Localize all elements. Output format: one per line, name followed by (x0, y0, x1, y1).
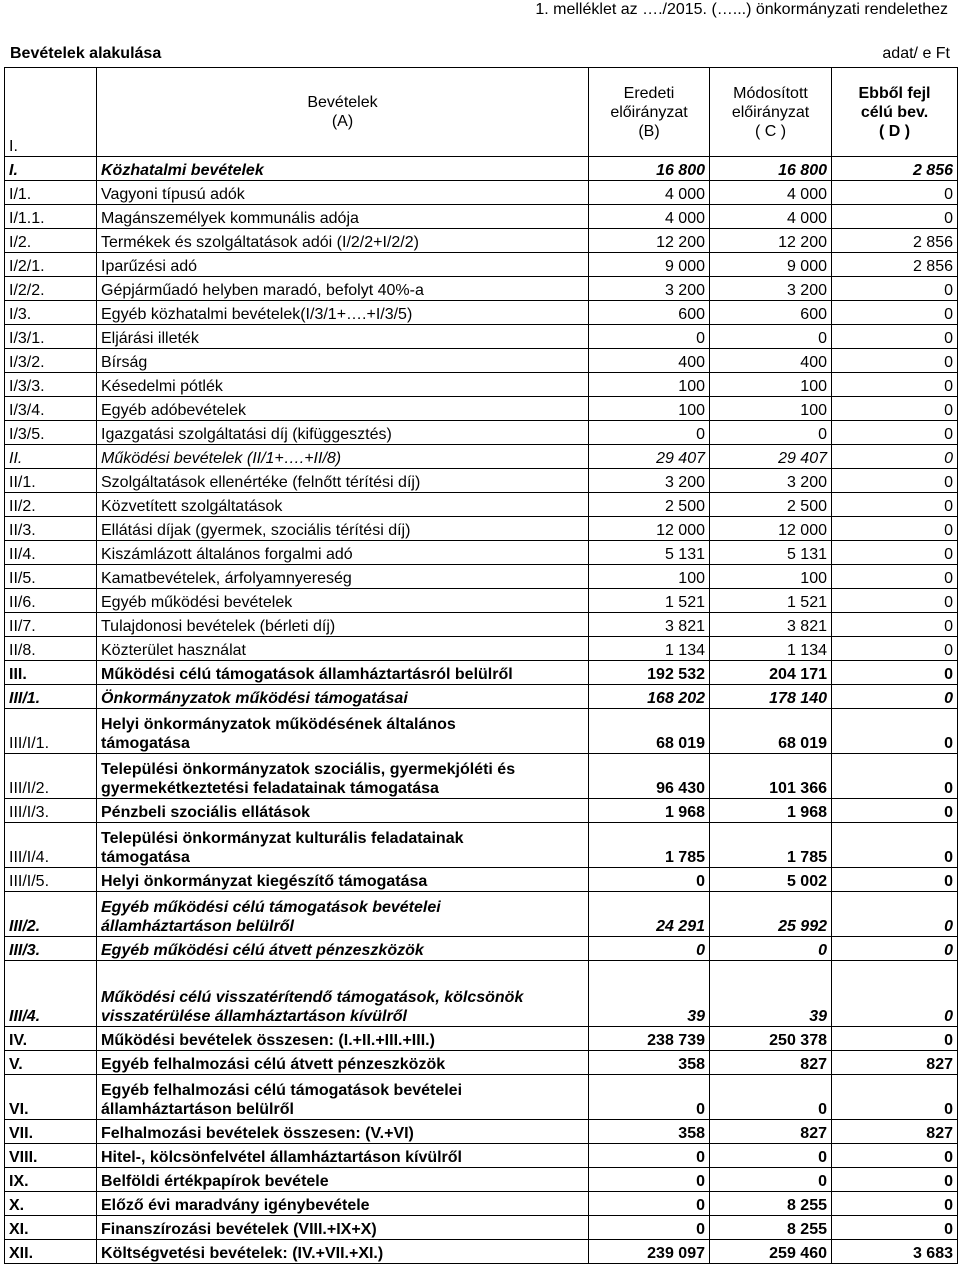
row-development: 0 (832, 373, 958, 397)
row-name: Ellátási díjak (gyermek, szociális térítési díj) (97, 517, 589, 541)
row-name: Iparűzési adó (97, 253, 589, 277)
table-row (5, 709, 958, 754)
row-name: Kamatbevételek, árfolyamnyereség (97, 565, 589, 589)
row-name-line2: gyermekétkeztetési feladatainak támogatása (101, 780, 439, 797)
row-development: 2 856 (832, 157, 958, 181)
row-development: 0 (832, 541, 958, 565)
row-name: Működési célú támogatások államháztartásról belülről (97, 661, 589, 685)
row-name: Bírság (97, 349, 589, 373)
row-modified: 4 000 (710, 181, 832, 205)
row-name: Előző évi maradvány igénybevétele (97, 1192, 589, 1216)
row-modified: 16 800 (710, 157, 832, 181)
row-code: III/2. (5, 892, 97, 937)
row-original: 168 202 (589, 685, 710, 709)
row-code: I/3/4. (5, 397, 97, 421)
row-development: 0 (832, 1168, 958, 1192)
row-name-line1: Működési célú visszatérítendő támogatások, kölcsönök (101, 989, 524, 1006)
row-development: 0 (832, 754, 958, 799)
row-name: Belföldi értékpapírok bevétele (97, 1168, 589, 1192)
table-row (5, 325, 958, 349)
row-name-line2: államháztartáson belülről (101, 1101, 294, 1118)
row-development: 0 (832, 709, 958, 754)
row-development: 0 (832, 421, 958, 445)
table-row (5, 517, 958, 541)
row-development: 0 (832, 181, 958, 205)
row-development: 0 (832, 1216, 958, 1240)
row-original: 1 521 (589, 589, 710, 613)
header-development-line1: Ebből fejl (858, 84, 931, 102)
row-name: Vagyoni típusú adók (97, 181, 589, 205)
row-modified: 827 (710, 1120, 832, 1144)
table-row (5, 613, 958, 637)
row-name: Eljárási illeték (97, 325, 589, 349)
row-original: 29 407 (589, 445, 710, 469)
row-original: 12 200 (589, 229, 710, 253)
row-code: III/3. (5, 937, 97, 961)
row-code: I/3. (5, 301, 97, 325)
row-name (97, 754, 589, 799)
row-name (97, 1075, 589, 1120)
table-row (5, 1168, 958, 1192)
table-row (5, 823, 958, 868)
row-name: Működési bevételek összesen: (I.+II.+III.+III.) (97, 1027, 589, 1051)
row-modified: 178 140 (710, 685, 832, 709)
row-code: II/8. (5, 637, 97, 661)
row-development: 0 (832, 937, 958, 961)
row-name: Hitel-, kölcsönfelvétel államháztartáson kívülről (97, 1144, 589, 1168)
row-original: 2 500 (589, 493, 710, 517)
row-development: 0 (832, 1075, 958, 1120)
row-code: V. (5, 1051, 97, 1075)
row-code: I/2/1. (5, 253, 97, 277)
row-original: 3 821 (589, 613, 710, 637)
table-row (5, 1144, 958, 1168)
row-name: Közterület használat (97, 637, 589, 661)
row-code: VIII. (5, 1144, 97, 1168)
row-code: II/3. (5, 517, 97, 541)
row-development: 0 (832, 823, 958, 868)
row-name (97, 961, 589, 1027)
row-code: II/5. (5, 565, 97, 589)
row-modified: 2 500 (710, 493, 832, 517)
row-development: 0 (832, 397, 958, 421)
row-modified: 259 460 (710, 1240, 832, 1264)
row-name-line2: támogatása (101, 735, 190, 752)
row-code: I/3/2. (5, 349, 97, 373)
row-modified: 4 000 (710, 205, 832, 229)
row-name: Működési bevételek (II/1+….+II/8) (97, 445, 589, 469)
row-modified: 3 200 (710, 469, 832, 493)
table-row (5, 445, 958, 469)
row-name: Magánszemélyek kommunális adója (97, 205, 589, 229)
row-development: 0 (832, 493, 958, 517)
row-name: Költségvetési bevételek: (IV.+VII.+XI.) (97, 1240, 589, 1264)
row-original: 0 (589, 1216, 710, 1240)
row-development: 827 (832, 1120, 958, 1144)
row-name: Pénzbeli szociális ellátások (97, 799, 589, 823)
table-row (5, 205, 958, 229)
table-row (5, 1216, 958, 1240)
row-code: VI. (5, 1075, 97, 1120)
header-original (589, 68, 710, 157)
row-code: II/7. (5, 613, 97, 637)
row-development: 0 (832, 589, 958, 613)
header-name-line1: Bevételek (307, 94, 378, 111)
row-development: 0 (832, 517, 958, 541)
table-subtitle: Bevételek alakulása (10, 45, 162, 62)
row-name-line1: Települési önkormányzatok szociális, gyermekjóléti és (101, 761, 516, 778)
row-name: Igazgatási szolgáltatási díj (kifüggesztés) (97, 421, 589, 445)
row-code: III. (5, 661, 97, 685)
row-development: 0 (832, 1192, 958, 1216)
row-code: I/1. (5, 181, 97, 205)
table-row (5, 1120, 958, 1144)
table-row (5, 469, 958, 493)
row-code: II/6. (5, 589, 97, 613)
row-name: Finanszírozási bevételek (VIII.+IX+X) (97, 1216, 589, 1240)
row-code: II/4. (5, 541, 97, 565)
table-row (5, 799, 958, 823)
row-code: IV. (5, 1027, 97, 1051)
table-row (5, 373, 958, 397)
table-row (5, 421, 958, 445)
row-original: 4 000 (589, 205, 710, 229)
table-row (5, 541, 958, 565)
table-row (5, 637, 958, 661)
row-code: I. (5, 157, 97, 181)
row-original: 0 (589, 1192, 710, 1216)
row-original: 239 097 (589, 1240, 710, 1264)
row-original: 192 532 (589, 661, 710, 685)
row-name: Tulajdonosi bevételek (bérleti díj) (97, 613, 589, 637)
header-modified (710, 68, 832, 157)
row-name: Közhatalmi bevételek (97, 157, 589, 181)
row-development: 0 (832, 205, 958, 229)
row-development: 0 (832, 1027, 958, 1051)
row-name: Egyéb működési bevételek (97, 589, 589, 613)
row-code: III/I/2. (5, 754, 97, 799)
row-original: 0 (589, 421, 710, 445)
row-original: 1 134 (589, 637, 710, 661)
table-row (5, 1240, 958, 1264)
row-original: 358 (589, 1051, 710, 1075)
row-original: 24 291 (589, 892, 710, 937)
header-modified-line3: ( C ) (754, 122, 787, 140)
unit-label: adat/ e Ft (882, 45, 950, 62)
row-code: IX. (5, 1168, 97, 1192)
row-development: 0 (832, 799, 958, 823)
table-row (5, 253, 958, 277)
row-name-line1: Helyi önkormányzatok működésének általános (101, 716, 456, 733)
row-modified: 3 821 (710, 613, 832, 637)
table-row (5, 229, 958, 253)
row-development: 0 (832, 445, 958, 469)
row-original: 100 (589, 373, 710, 397)
row-code: II/2. (5, 493, 97, 517)
table-row (5, 157, 958, 181)
row-modified: 1 521 (710, 589, 832, 613)
table-row (5, 661, 958, 685)
row-development: 0 (832, 637, 958, 661)
row-name-line1: Egyéb működési célú támogatások bevételei (101, 899, 441, 916)
header-original-line3: (B) (638, 122, 660, 140)
row-name: Felhalmozási bevételek összesen: (V.+VI) (97, 1120, 589, 1144)
row-name: Termékek és szolgáltatások adói (I/2/2+I/2/2) (97, 229, 589, 253)
table-row (5, 181, 958, 205)
row-modified: 1 134 (710, 637, 832, 661)
page-header: 1. melléklet az …./2015. (…...) önkormányzati rendelethez (535, 1, 948, 18)
row-original: 400 (589, 349, 710, 373)
row-modified: 12 000 (710, 517, 832, 541)
table-row (5, 589, 958, 613)
row-name: Önkormányzatok működési támogatásai (97, 685, 589, 709)
row-original: 100 (589, 397, 710, 421)
row-original: 9 000 (589, 253, 710, 277)
row-name (97, 709, 589, 754)
row-code: III/I/3. (5, 799, 97, 823)
header-development-line3: ( D ) (878, 122, 911, 140)
row-modified: 68 019 (710, 709, 832, 754)
header-name (97, 68, 589, 157)
row-modified: 0 (710, 1168, 832, 1192)
row-code: III/I/5. (5, 868, 97, 892)
row-code: I/2/2. (5, 277, 97, 301)
row-modified: 8 255 (710, 1192, 832, 1216)
row-development: 3 683 (832, 1240, 958, 1264)
row-original: 5 131 (589, 541, 710, 565)
row-code: VII. (5, 1120, 97, 1144)
row-modified: 5 131 (710, 541, 832, 565)
row-name: Egyéb adóbevételek (97, 397, 589, 421)
row-name-line2: támogatása (101, 849, 190, 866)
row-modified: 5 002 (710, 868, 832, 892)
row-development: 827 (832, 1051, 958, 1075)
row-development: 0 (832, 613, 958, 637)
row-name: Gépjárműadó helyben maradó, befolyt 40%-a (97, 277, 589, 301)
row-original: 0 (589, 937, 710, 961)
row-code: I/3/3. (5, 373, 97, 397)
row-name-line2: visszatérülése államháztartáson kívülről (101, 1008, 407, 1025)
row-modified: 101 366 (710, 754, 832, 799)
row-modified: 9 000 (710, 253, 832, 277)
row-development: 2 856 (832, 229, 958, 253)
row-original: 1 785 (589, 823, 710, 868)
row-modified: 600 (710, 301, 832, 325)
row-original: 3 200 (589, 277, 710, 301)
row-development: 0 (832, 469, 958, 493)
row-original: 0 (589, 1075, 710, 1120)
row-modified: 0 (710, 421, 832, 445)
row-original: 238 739 (589, 1027, 710, 1051)
row-modified: 8 255 (710, 1216, 832, 1240)
row-modified: 0 (710, 1144, 832, 1168)
table-row (5, 1051, 958, 1075)
row-original: 68 019 (589, 709, 710, 754)
row-code: III/4. (5, 961, 97, 1027)
row-modified: 0 (710, 325, 832, 349)
row-development: 0 (832, 325, 958, 349)
row-development: 0 (832, 961, 958, 1027)
row-development: 0 (832, 685, 958, 709)
row-development: 0 (832, 565, 958, 589)
table-row (5, 565, 958, 589)
header-original-line2: előirányzat (610, 103, 688, 121)
row-name-line1: Egyéb felhalmozási célú támogatások bevételei (101, 1082, 463, 1099)
row-modified: 100 (710, 373, 832, 397)
row-name-line2: államháztartáson belülről (101, 918, 294, 935)
row-development: 0 (832, 277, 958, 301)
row-name: Helyi önkormányzat kiegészítő támogatása (97, 868, 589, 892)
row-original: 0 (589, 1168, 710, 1192)
row-modified: 250 378 (710, 1027, 832, 1051)
row-original: 12 000 (589, 517, 710, 541)
row-development: 0 (832, 868, 958, 892)
row-original: 4 000 (589, 181, 710, 205)
row-code: I/2. (5, 229, 97, 253)
row-original: 96 430 (589, 754, 710, 799)
row-original: 600 (589, 301, 710, 325)
row-modified: 25 992 (710, 892, 832, 937)
table-row (5, 349, 958, 373)
row-original: 100 (589, 565, 710, 589)
table-row (5, 493, 958, 517)
row-modified: 100 (710, 565, 832, 589)
table-row (5, 1075, 958, 1120)
row-development: 0 (832, 349, 958, 373)
row-code: XII. (5, 1240, 97, 1264)
row-name: Egyéb közhatalmi bevételek(I/3/1+….+I/3/5) (97, 301, 589, 325)
row-original: 0 (589, 868, 710, 892)
row-original: 0 (589, 1144, 710, 1168)
row-original: 1 968 (589, 799, 710, 823)
header-modified-line1: Módosított (733, 84, 808, 102)
row-code: III/I/4. (5, 823, 97, 868)
row-original: 3 200 (589, 469, 710, 493)
header-development-line2: célú bev. (860, 103, 929, 121)
table-row (5, 937, 958, 961)
row-code: II/1. (5, 469, 97, 493)
row-modified: 100 (710, 397, 832, 421)
table-row (5, 754, 958, 799)
table-row (5, 685, 958, 709)
row-name: Késedelmi pótlék (97, 373, 589, 397)
table-row (5, 1027, 958, 1051)
row-name: Közvetített szolgáltatások (97, 493, 589, 517)
row-name (97, 892, 589, 937)
row-name (97, 823, 589, 868)
row-code: I/1.1. (5, 205, 97, 229)
row-modified: 1 968 (710, 799, 832, 823)
row-development: 0 (832, 301, 958, 325)
row-modified: 29 407 (710, 445, 832, 469)
revenue-table (4, 67, 958, 1264)
table-row (5, 892, 958, 937)
row-name: Egyéb működési célú átvett pénzeszközök (97, 937, 589, 961)
row-modified: 1 785 (710, 823, 832, 868)
row-code: III/1. (5, 685, 97, 709)
row-modified: 827 (710, 1051, 832, 1075)
row-name: Egyéb felhalmozási célú átvett pénzeszközök (97, 1051, 589, 1075)
row-original: 39 (589, 961, 710, 1027)
row-modified: 39 (710, 961, 832, 1027)
header-original-line1: Eredeti (623, 84, 675, 102)
row-modified: 204 171 (710, 661, 832, 685)
row-development: 0 (832, 1144, 958, 1168)
row-original: 16 800 (589, 157, 710, 181)
table-row (5, 277, 958, 301)
table-row (5, 301, 958, 325)
header-modified-line2: előirányzat (731, 103, 810, 121)
row-code: XI. (5, 1216, 97, 1240)
row-name: Kiszámlázott általános forgalmi adó (97, 541, 589, 565)
table-row (5, 868, 958, 892)
row-code: I/3/5. (5, 421, 97, 445)
row-code: I/3/1. (5, 325, 97, 349)
table-row (5, 961, 958, 1027)
row-development: 0 (832, 661, 958, 685)
header-name-line2: (A) (331, 113, 354, 130)
row-original: 358 (589, 1120, 710, 1144)
table-row (5, 1192, 958, 1216)
row-development: 0 (832, 892, 958, 937)
row-code: III/I/1. (5, 709, 97, 754)
row-name-line1: Települési önkormányzat kulturális feladatainak (101, 830, 464, 847)
row-modified: 400 (710, 349, 832, 373)
row-modified: 0 (710, 1075, 832, 1120)
row-code: X. (5, 1192, 97, 1216)
row-development: 2 856 (832, 253, 958, 277)
row-modified: 12 200 (710, 229, 832, 253)
header-development (832, 68, 958, 157)
row-code: II. (5, 445, 97, 469)
row-modified: 3 200 (710, 277, 832, 301)
row-original: 0 (589, 325, 710, 349)
row-name: Szolgáltatások ellenértéke (felnőtt térítési díj) (97, 469, 589, 493)
row-modified: 0 (710, 937, 832, 961)
header-code: I. (5, 68, 97, 157)
table-header-row (5, 68, 958, 157)
table-row (5, 397, 958, 421)
